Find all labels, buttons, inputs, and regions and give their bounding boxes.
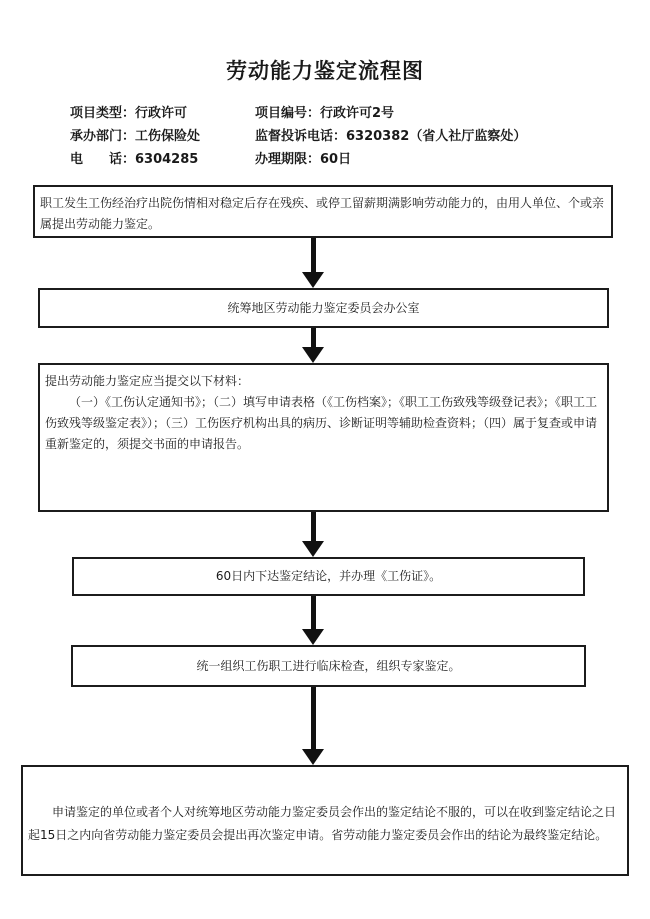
flow-step-office-text: 统筹地区劳动能力鉴定委员会办公室 — [227, 300, 420, 315]
project-number: 项目编号：行政许可2号 — [255, 106, 395, 121]
flow-step-examination — [71, 645, 586, 687]
flow-step-reappraisal-text: 申请鉴定的单位或者个人对统筹地区劳动能力鉴定委员会作出的鉴定结论不服的，可以在收到鉴定结论之日起15日之内向省劳动能力鉴定委员会提出再次鉴定申请。省劳动能力鉴定委员会作出的结论为最终鉴定结论。 — [28, 804, 617, 842]
flow-step-conclusion — [72, 557, 585, 596]
arrow-down-icon — [302, 629, 324, 645]
complaint-phone: 监督投诉电话：6320382（省人社厅监察处） — [255, 129, 527, 144]
flow-step-conclusion-text: 60日内下达鉴定结论，并办理《工伤证》。 — [215, 569, 442, 583]
materials-intro: 提出劳动能力鉴定应当提交以下材料： — [45, 374, 250, 388]
flow-step-examination-text: 统一组织工伤职工进行临床检查，组织专家鉴定。 — [196, 658, 461, 673]
arrow-stem — [311, 328, 316, 347]
arrow-down-icon — [302, 347, 324, 363]
info-row — [70, 125, 590, 148]
info-row — [70, 148, 590, 171]
flow-step-reappraisal — [21, 765, 629, 876]
arrow-stem — [311, 238, 316, 272]
materials-list: （一）《工伤认定通知书》；（二）填写申请表格（《工伤档案》；《职工工伤致残等级登记表》；《职工工伤致残等级鉴定表》）；（三）工伤医疗机构出具的病历、诊断证明等辅助检查资料；（四）属于复查或申请重新鉴定的，须提交书面的申请报告。 — [45, 395, 598, 451]
handling-department: 承办部门：工伤保险处 — [70, 129, 201, 144]
phone-number: 电 话：6304285 — [70, 152, 199, 167]
project-type: 项目类型：行政许可 — [70, 106, 188, 121]
processing-deadline: 办理期限：60日 — [255, 152, 352, 167]
flow-arrow-down-4 — [302, 596, 324, 645]
flow-step-apply-text: 职工发生工伤经治疗出院伤情相对稳定后存在残疾、或停工留薪期满影响劳动能力的，由用人单位、个或亲属提出劳动能力鉴定。 — [40, 196, 605, 231]
info-row — [70, 102, 590, 125]
arrow-stem — [311, 687, 316, 749]
flow-step-apply — [33, 185, 613, 238]
arrow-down-icon — [302, 541, 324, 557]
arrow-down-icon — [302, 749, 324, 765]
flow-step-office — [38, 288, 609, 328]
arrow-stem — [311, 596, 316, 629]
flow-step-materials — [38, 363, 609, 512]
page-title: 劳动能力鉴定流程图 — [226, 59, 424, 83]
flow-arrow-down-3 — [302, 512, 324, 557]
arrow-stem — [311, 512, 316, 541]
flow-arrow-down-5 — [302, 687, 324, 765]
arrow-down-icon — [302, 272, 324, 288]
flow-arrow-down-1 — [302, 238, 324, 288]
flow-arrow-down-2 — [302, 328, 324, 363]
project-info-block — [70, 102, 590, 171]
